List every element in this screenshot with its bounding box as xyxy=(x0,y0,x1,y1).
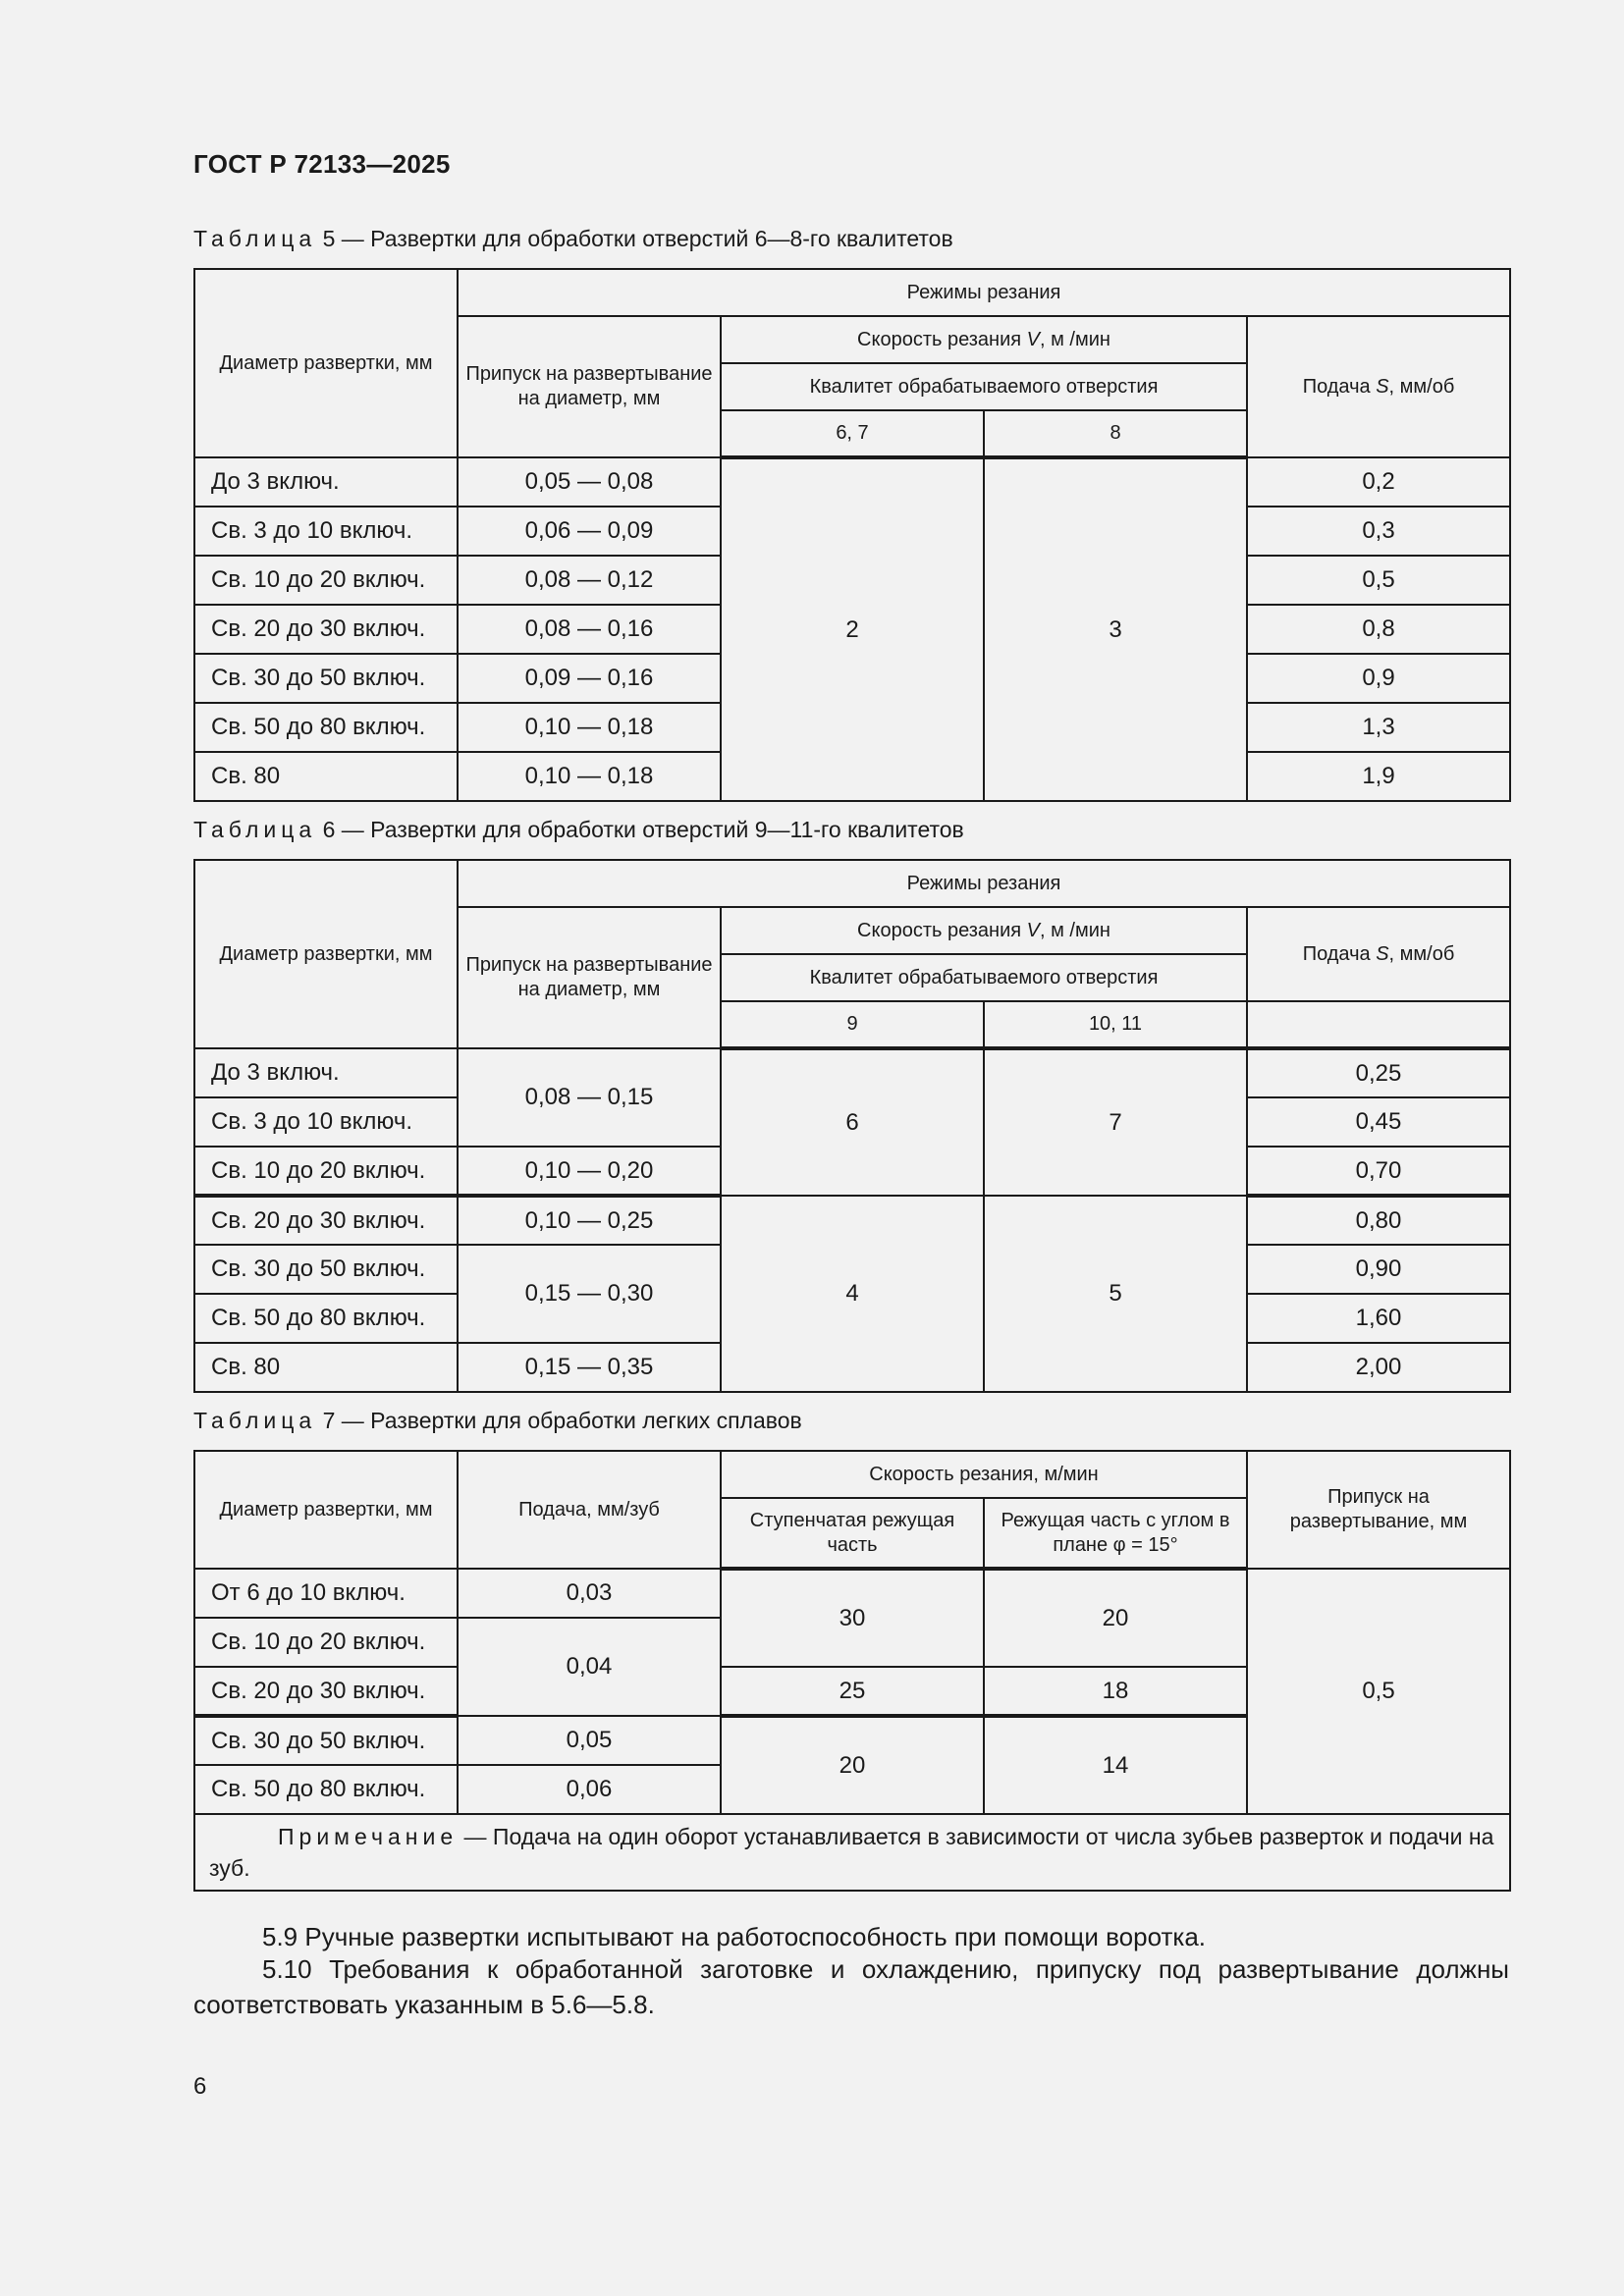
table6-feed-cell: 1,60 xyxy=(1247,1294,1510,1343)
table5-allowance-cell: 0,08 — 0,12 xyxy=(458,556,721,605)
table6-caption-text: 6 — Развертки для обработки отверстий 9—11-го квалитетов xyxy=(316,817,964,842)
table7-step-cell: 30 xyxy=(721,1569,984,1667)
table6-diameter-cell: Св. 3 до 10 включ. xyxy=(194,1097,458,1147)
table5-caption-prefix: Таблица xyxy=(193,226,317,251)
table5-allowance-cell: 0,10 — 0,18 xyxy=(458,703,721,752)
table7-angle-cell: 20 xyxy=(984,1569,1247,1667)
table6-header-grade-a: 9 xyxy=(721,1001,984,1048)
table7-step-cell: 20 xyxy=(721,1716,984,1814)
table7-angle-cell: 18 xyxy=(984,1667,1247,1716)
table7-feed-cell: 0,06 xyxy=(458,1765,721,1814)
table5-diameter-cell: Св. 10 до 20 включ. xyxy=(194,556,458,605)
table7-diameter-cell: Св. 30 до 50 включ. xyxy=(194,1716,458,1765)
table6-speed-a-cell: 6 xyxy=(721,1048,984,1196)
table7-caption-prefix: Таблица xyxy=(193,1408,317,1433)
table7-header-diameter: Диаметр развертки, мм xyxy=(194,1451,458,1569)
table5-diameter-cell: Св. 80 xyxy=(194,752,458,801)
table7-header-step: Ступенчатая режущая часть xyxy=(721,1498,984,1569)
table7-note-text: — Подача на один оборот устанавливается в зависимости от числа зубьев разверток и подачи на зуб. xyxy=(209,1824,1494,1881)
page-number: 6 xyxy=(193,2073,207,2100)
table7 xyxy=(193,1450,1511,1892)
table6-diameter-cell: Св. 30 до 50 включ. xyxy=(194,1245,458,1294)
table6 xyxy=(193,859,1511,1393)
table5-header-diameter: Диаметр развертки, мм xyxy=(194,269,458,457)
table6-header-diameter: Диаметр развертки, мм xyxy=(194,860,458,1048)
table5-header-feed: Подача S, мм/об xyxy=(1247,316,1510,457)
paragraph-5-9: 5.9 Ручные развертки испытывают на работоспособность при помощи воротка. xyxy=(262,1922,1207,1951)
table6-feed-cell: 0,70 xyxy=(1247,1147,1510,1196)
table5-speed-a-cell: 2 xyxy=(721,457,984,801)
table6-feed-cell: 0,45 xyxy=(1247,1097,1510,1147)
table5-diameter-cell: Св. 3 до 10 включ. xyxy=(194,507,458,556)
table6-diameter-cell: До 3 включ. xyxy=(194,1048,458,1097)
document-header: ГОСТ Р 72133—2025 xyxy=(193,149,451,179)
table7-step-cell: 25 xyxy=(721,1667,984,1716)
table7-allowance-cell: 0,5 xyxy=(1247,1569,1510,1814)
table6-allowance-cell: 0,08 — 0,15 xyxy=(458,1048,721,1147)
table5-caption xyxy=(193,226,953,252)
table6-allowance-cell: 0,15 — 0,35 xyxy=(458,1343,721,1392)
table7-header-allowance: Припуск на развертывание, мм xyxy=(1247,1451,1510,1569)
table6-caption-prefix: Таблица xyxy=(193,817,317,842)
table5-speed-b-cell: 3 xyxy=(984,457,1247,801)
table5-allowance-cell: 0,08 — 0,16 xyxy=(458,605,721,654)
table5-diameter-cell: Св. 50 до 80 включ. xyxy=(194,703,458,752)
table5-header-grade-b: 8 xyxy=(984,410,1247,457)
table6-diameter-cell: Св. 50 до 80 включ. xyxy=(194,1294,458,1343)
table5-allowance-cell: 0,09 — 0,16 xyxy=(458,654,721,703)
table5-header-grade-a: 6, 7 xyxy=(721,410,984,457)
table6-caption xyxy=(193,817,964,843)
table6-allowance-cell: 0,10 — 0,25 xyxy=(458,1196,721,1245)
table5-feed-cell: 0,5 xyxy=(1247,556,1510,605)
table7-note xyxy=(194,1814,1510,1891)
table5-header-allowance: Припуск на развертывание на диаметр, мм xyxy=(458,316,721,457)
table6-speed-b-cell: 5 xyxy=(984,1196,1247,1392)
table7-diameter-cell: Св. 20 до 30 включ. xyxy=(194,1667,458,1716)
table5-diameter-cell: Св. 20 до 30 включ. xyxy=(194,605,458,654)
table6-speed-b-cell: 7 xyxy=(984,1048,1247,1196)
table7-feed-cell: 0,03 xyxy=(458,1569,721,1618)
table5-diameter-cell: До 3 включ. xyxy=(194,457,458,507)
table6-allowance-cell: 0,10 — 0,20 xyxy=(458,1147,721,1196)
table6-header-grade-b: 10, 11 xyxy=(984,1001,1247,1048)
table5-allowance-cell: 0,10 — 0,18 xyxy=(458,752,721,801)
table7-caption-text: 7 — Развертки для обработки легких сплавов xyxy=(316,1408,802,1433)
paragraph-5-10: 5.10 Требования к обработанной заготовке и охлаждению, припуску под развертывание должны соответствовать указанным в 5.6—5.8. xyxy=(193,1954,1509,2019)
table6-feed-cell: 0,80 xyxy=(1247,1196,1510,1245)
table7-feed-cell: 0,04 xyxy=(458,1618,721,1716)
table6-feed-cell: 2,00 xyxy=(1247,1343,1510,1392)
table6-diameter-cell: Св. 10 до 20 включ. xyxy=(194,1147,458,1196)
table7-header-feed: Подача, мм/зуб xyxy=(458,1451,721,1569)
table6-feed-cell: 0,25 xyxy=(1247,1048,1510,1097)
table6-allowance-cell: 0,15 — 0,30 xyxy=(458,1245,721,1343)
table7-angle-cell: 14 xyxy=(984,1716,1247,1814)
table6-header-allowance: Припуск на развертывание на диаметр, мм xyxy=(458,907,721,1048)
table5-feed-cell: 1,9 xyxy=(1247,752,1510,801)
table5-feed-cell: 1,3 xyxy=(1247,703,1510,752)
table5-feed-cell: 0,8 xyxy=(1247,605,1510,654)
table6-feed-cell: 0,90 xyxy=(1247,1245,1510,1294)
table5-header-modes: Режимы резания xyxy=(458,269,1510,316)
table5-header-grade: Квалитет обрабатываемого отверстия xyxy=(721,363,1247,410)
table6-header-modes: Режимы резания xyxy=(458,860,1510,907)
table7-caption xyxy=(193,1408,802,1434)
table5-diameter-cell: Св. 30 до 50 включ. xyxy=(194,654,458,703)
table5-feed-cell: 0,3 xyxy=(1247,507,1510,556)
table5-allowance-cell: 0,05 — 0,08 xyxy=(458,457,721,507)
table7-diameter-cell: Св. 50 до 80 включ. xyxy=(194,1765,458,1814)
table7-header-speed: Скорость резания, м/мин xyxy=(721,1451,1247,1498)
table6-header-speed: Скорость резания V, м /мин xyxy=(721,907,1247,954)
table6-header-empty xyxy=(1247,1001,1510,1048)
table7-header-angle: Режущая часть с углом в плане φ = 15° xyxy=(984,1498,1247,1569)
table6-header-feed: Подача S, мм/об xyxy=(1247,907,1510,1001)
table5-feed-cell: 0,2 xyxy=(1247,457,1510,507)
table5-caption-text: 5 — Развертки для обработки отверстий 6—8-го квалитетов xyxy=(316,226,953,251)
table6-speed-a-cell: 4 xyxy=(721,1196,984,1392)
table6-diameter-cell: Св. 80 xyxy=(194,1343,458,1392)
table5 xyxy=(193,268,1511,802)
table5-header-speed: Скорость резания V, м /мин xyxy=(721,316,1247,363)
table5-feed-cell: 0,9 xyxy=(1247,654,1510,703)
table5-allowance-cell: 0,06 — 0,09 xyxy=(458,507,721,556)
table6-header-grade: Квалитет обрабатываемого отверстия xyxy=(721,954,1247,1001)
table7-diameter-cell: Св. 10 до 20 включ. xyxy=(194,1618,458,1667)
table6-diameter-cell: Св. 20 до 30 включ. xyxy=(194,1196,458,1245)
table7-diameter-cell: От 6 до 10 включ. xyxy=(194,1569,458,1618)
table7-note-label: Примечание xyxy=(278,1824,459,1849)
table7-feed-cell: 0,05 xyxy=(458,1716,721,1765)
